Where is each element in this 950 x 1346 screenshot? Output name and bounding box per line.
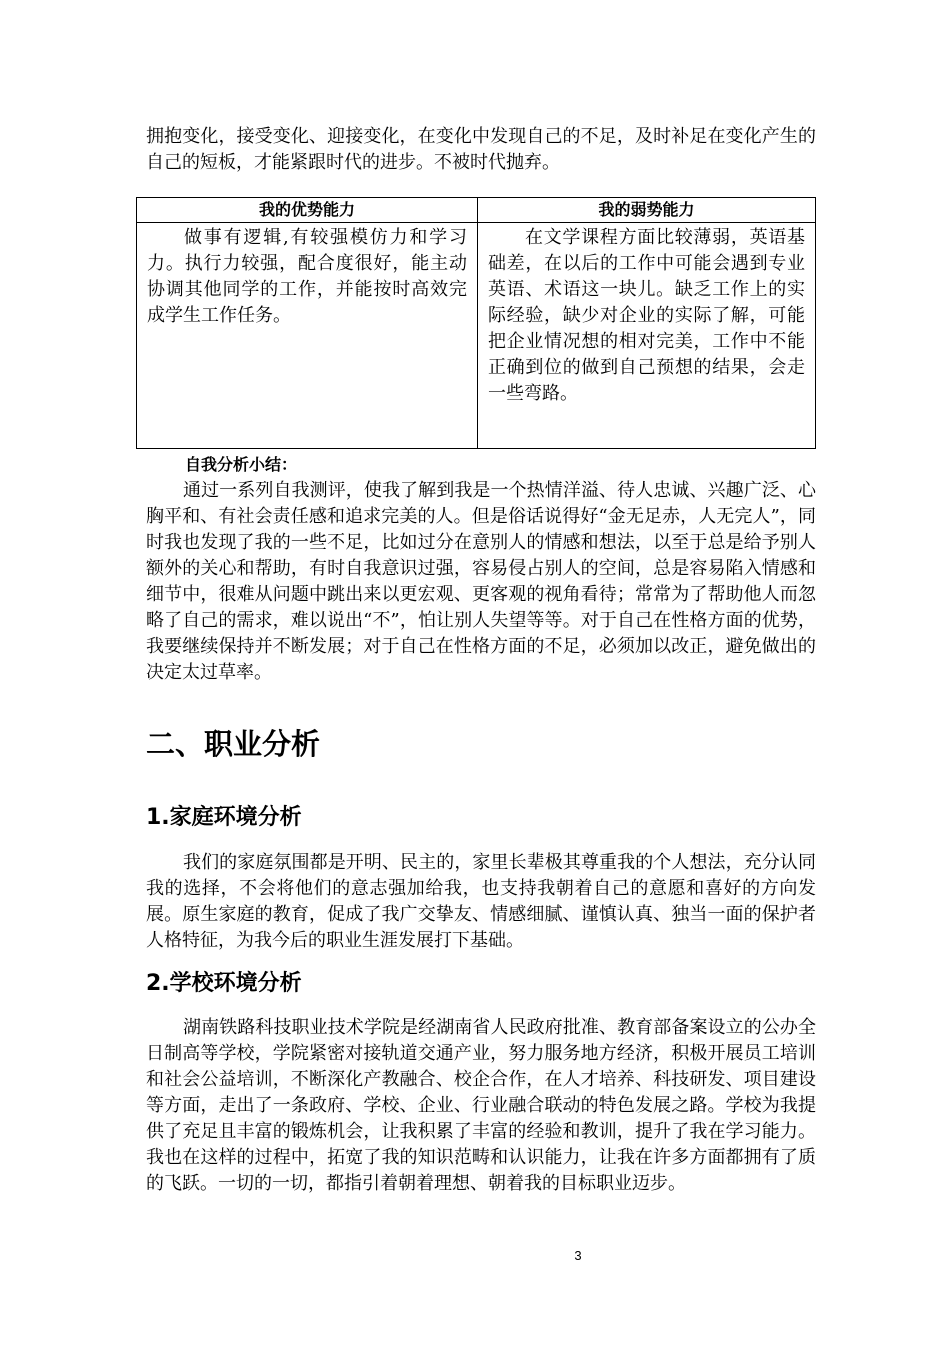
strengths-header: 我的优势能力 <box>137 198 478 223</box>
intro-paragraph: 拥抱变化，接受变化、迎接变化，在变化中发现自己的不足，及时补足在变化产生的自己的短板，才能紧跟时代的进步。不被时代抛弃。 <box>146 126 816 173</box>
family-analysis-heading: 1.家庭环境分析 <box>146 805 302 830</box>
weaknesses-header: 我的弱势能力 <box>478 198 816 223</box>
strengths-cell: 做事有逻辑,有较强模仿力和学习力。执行力较强，配合度很好，能主动协调其他同学的工作，并能按时高效完成学生工作任务。 <box>137 223 478 449</box>
ability-table <box>136 197 816 449</box>
school-analysis-heading: 2.学校环境分析 <box>146 971 302 996</box>
ability-table-row <box>137 223 816 449</box>
page-number: 3 <box>574 1248 582 1263</box>
weaknesses-cell: 在文学课程方面比较薄弱，英语基础差，在以后的工作中可能会遇到专业英语、术语这一块儿。缺乏工作上的实际经验，缺少对企业的实际了解，可能把企业情况想的相对完美，工作中不能正确到位的做到自己预想的结果，会走一些弯路。 <box>478 223 816 449</box>
self-analysis-title: 自我分析小结： <box>185 455 298 474</box>
ability-table-header-row <box>137 198 816 223</box>
school-analysis-paragraph: 湖南铁路科技职业技术学院是经湖南省人民政府批准、教育部备案设立的公办全日制高等学校，学院紧密对接轨道交通产业，努力服务地方经济，积极开展员工培训和社会公益培训，不断深化产教融合、校企合作，在人才培养、科技研发、项目建设等方面，走出了一条政府、学校、企业、行业融合联动的特色发展之路。学校为我提供了充足且丰富的锻炼机会，让我积累了丰富的经验和教训，提升了我在学习能力。我也在这样的过程中，拓宽了我的知识范畴和认识能力，让我在许多方面都拥有了质的飞跃。一切的一切，都指引着朝着理想、朝着我的目标职业迈步。 <box>146 1017 816 1194</box>
family-analysis-paragraph: 我们的家庭氛围都是开明、民主的，家里长辈极其尊重我的个人想法，充分认同我的选择，不会将他们的意志强加给我，也支持我朝着自己的意愿和喜好的方向发展。原生家庭的教育，促成了我广交挚友、情感细腻、谨慎认真、独当一面的保护者人格特征，为我今后的职业生涯发展打下基础。 <box>146 852 816 951</box>
self-analysis-paragraph: 通过一系列自我测评，使我了解到我是一个热情洋溢、待人忠诚、兴趣广泛、心胸平和、有社会责任感和追求完美的人。但是俗话说得好“金无足赤，人无完人”，同时我也发现了我的一些不足，比如过分在意别人的情感和想法，以至于总是给予别人额外的关心和帮助，有时自我意识过强，容易侵占别人的空间，总是容易陷入情感和细节中，很难从问题中跳出来以更宏观、更客观的视角看待；常常为了帮助他人而忽略了自己的需求，难以说出“不”，怕让别人失望等等。对于自己在性格方面的优势，我要继续保持并不断发展；对于自己在性格方面的不足，必须加以改正，避免做出的决定太过草率。 <box>146 480 816 683</box>
section-heading-career-analysis: 二、职业分析 <box>146 727 321 761</box>
